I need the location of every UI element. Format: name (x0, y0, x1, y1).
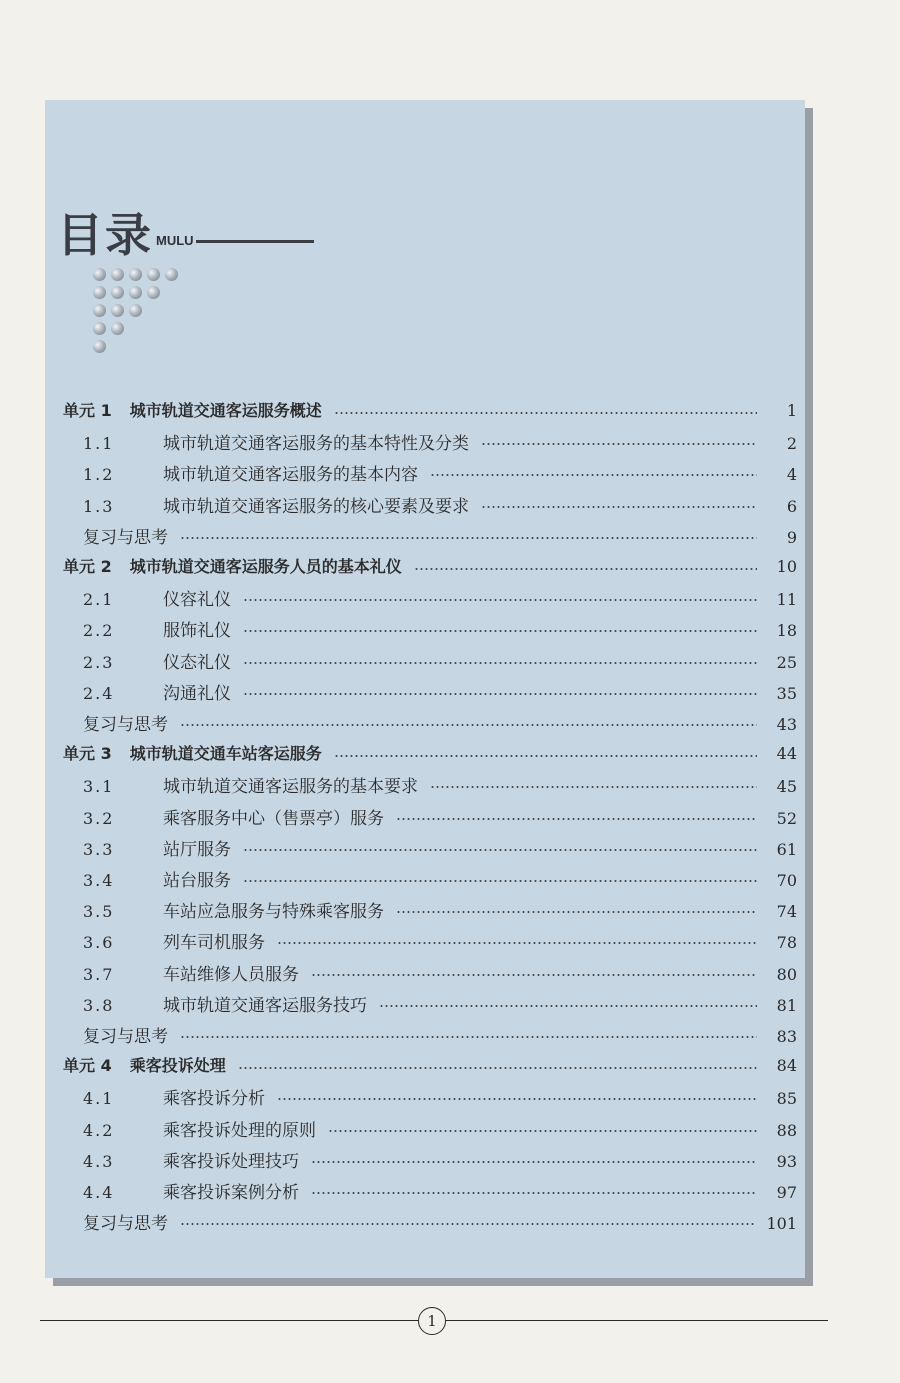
toc-page-number: 93 (776, 1151, 797, 1171)
toc-label: 乘客投诉处理的原则 (163, 1120, 316, 1141)
toc-number: 2.3 (83, 652, 115, 672)
toc-section-row[interactable] (83, 835, 797, 865)
dot-leader (180, 724, 757, 726)
toc-number: 单元 4 (63, 1056, 112, 1076)
toc-label: 列车司机服务 (163, 933, 265, 954)
toc-unit-row[interactable] (63, 741, 797, 771)
footer-rule-right (446, 1320, 828, 1321)
decorative-dot (111, 286, 124, 299)
toc-section-row[interactable] (83, 1084, 797, 1114)
dot-leader (414, 568, 757, 570)
toc-number: 2.1 (83, 590, 115, 610)
toc-number: 3.5 (83, 902, 115, 922)
toc-unit-row[interactable] (63, 398, 797, 428)
toc-page-number: 97 (776, 1183, 797, 1202)
decorative-dot (147, 268, 160, 281)
toc-number: 单元 3 (63, 744, 112, 764)
toc-number: 4.3 (83, 1151, 115, 1171)
toc-review-row[interactable] (83, 710, 797, 740)
toc-label: 乘客投诉案例分析 (163, 1183, 299, 1203)
toc-number: 单元 1 (63, 401, 112, 420)
toc-label: 城市轨道交通客运服务的基本内容 (163, 465, 418, 486)
toc-label: 城市轨道交通客运服务的基本特性及分类 (163, 434, 469, 455)
dot-leader (334, 412, 757, 414)
toc-label: 仪容礼仪 (163, 590, 231, 611)
toc-number: 4.2 (83, 1120, 115, 1140)
toc-label: 仪态礼仪 (163, 652, 231, 673)
toc-label: 复习与思考 (83, 1027, 168, 1047)
toc-unit-row[interactable] (63, 1053, 797, 1083)
toc-label: 城市轨道交通客运服务技巧 (163, 995, 367, 1016)
decorative-dot (129, 268, 142, 281)
toc-page-number: 1 (786, 401, 797, 420)
toc-panel (45, 100, 805, 1278)
toc-page-number: 88 (776, 1120, 797, 1140)
toc-page-number: 85 (776, 1089, 797, 1109)
toc-number: 3.7 (83, 964, 115, 984)
toc-section-row[interactable] (83, 960, 797, 990)
toc-page-number: 6 (786, 496, 797, 516)
toc-section-row[interactable] (83, 429, 797, 459)
toc-page-number: 10 (776, 557, 797, 576)
toc-label: 乘客投诉处理技巧 (163, 1151, 299, 1172)
toc-section-row[interactable] (83, 679, 797, 709)
toc-section-row[interactable] (83, 585, 797, 615)
toc-page-number: 45 (776, 777, 797, 797)
dot-leader (243, 693, 757, 695)
toc-unit-row[interactable] (63, 554, 797, 584)
dot-leader (243, 662, 757, 664)
toc-label: 城市轨道交通客运服务的核心要素及要求 (163, 496, 469, 517)
toc-label: 站厅服务 (163, 839, 231, 860)
toc-page-number: 52 (776, 808, 797, 828)
toc-label: 复习与思考 (83, 1214, 168, 1235)
toc-number: 3.4 (83, 871, 115, 890)
toc-label: 车站维修人员服务 (163, 964, 299, 985)
toc-page-number: 43 (776, 715, 797, 734)
toc-label: 服饰礼仪 (163, 621, 231, 642)
footer-rule-left (40, 1320, 418, 1321)
toc-page-number: 18 (776, 621, 797, 641)
decorative-dot (111, 322, 124, 335)
toc-number: 3.1 (83, 777, 115, 797)
toc-number: 1.2 (83, 465, 115, 485)
title-rule (196, 240, 314, 243)
page-subtitle: MULU (156, 233, 194, 248)
toc-section-row[interactable] (83, 460, 797, 490)
toc-section-row[interactable] (83, 648, 797, 678)
dot-leader (180, 1036, 757, 1038)
dot-leader (481, 506, 757, 508)
toc-page-number: 35 (776, 683, 797, 703)
toc-section-row[interactable] (83, 1178, 797, 1208)
dot-leader (243, 880, 757, 882)
toc-number: 3.8 (83, 995, 115, 1015)
toc-page-number: 44 (776, 744, 797, 764)
toc-page-number: 74 (776, 902, 797, 922)
dot-leader (430, 474, 757, 476)
decorative-dot-grid (93, 268, 193, 358)
dot-leader (277, 1098, 757, 1100)
toc-page-number: 81 (776, 995, 797, 1015)
decorative-dot (93, 268, 106, 281)
toc-page-number: 11 (776, 590, 797, 610)
toc-label: 沟通礼仪 (163, 683, 231, 704)
toc-page-number: 2 (786, 434, 797, 454)
toc-section-row[interactable] (83, 804, 797, 834)
toc-label: 复习与思考 (83, 527, 168, 548)
dot-leader (430, 786, 757, 788)
dot-leader (481, 443, 757, 445)
toc-page-number: 70 (776, 871, 797, 890)
toc-number: 3.2 (83, 808, 115, 828)
toc-section-row[interactable] (83, 1147, 797, 1177)
toc-section-row[interactable] (83, 492, 797, 522)
toc-number: 4.4 (83, 1183, 115, 1202)
decorative-dot (111, 268, 124, 281)
toc-section-row[interactable] (83, 616, 797, 646)
dot-leader (379, 1005, 757, 1007)
toc-section-row[interactable] (83, 772, 797, 802)
toc-page-number: 83 (776, 1027, 797, 1046)
dot-leader (243, 599, 757, 601)
toc-page-number: 4 (786, 465, 797, 485)
decorative-dot (93, 322, 106, 335)
toc-section-row[interactable] (83, 928, 797, 958)
dot-leader (396, 911, 757, 913)
dot-leader (243, 849, 757, 851)
toc-page-number: 101 (766, 1214, 797, 1234)
dot-leader (396, 818, 757, 820)
page-title: 目录 (57, 208, 153, 262)
toc-label: 城市轨道交通客运服务人员的基本礼仪 (129, 557, 402, 576)
decorative-dot (93, 286, 106, 299)
dot-leader (311, 1192, 757, 1194)
decorative-dot (147, 286, 160, 299)
dot-leader (311, 1161, 757, 1163)
toc-section-row[interactable] (83, 1116, 797, 1146)
toc-section-row[interactable] (83, 897, 797, 927)
toc-label: 城市轨道交通车站客运服务 (129, 744, 322, 764)
toc-label: 城市轨道交通客运服务的基本要求 (163, 777, 418, 798)
dot-leader (238, 1067, 757, 1069)
toc-label: 乘客服务中心（售票亭）服务 (163, 808, 384, 829)
dot-leader (243, 630, 757, 632)
decorative-dot (129, 286, 142, 299)
toc-page-number: 25 (776, 652, 797, 672)
toc-review-row[interactable] (83, 1209, 797, 1239)
decorative-dot (93, 304, 106, 317)
toc-number: 3.6 (83, 933, 115, 953)
toc-number: 单元 2 (63, 557, 112, 576)
page-number (418, 1307, 446, 1335)
decorative-dot (93, 340, 106, 353)
toc-page-number: 9 (786, 527, 797, 547)
dot-leader (334, 755, 757, 757)
decorative-dot (165, 268, 178, 281)
dot-leader (180, 1223, 756, 1225)
toc-label: 乘客投诉分析 (163, 1089, 265, 1110)
toc-page-number: 80 (776, 964, 797, 984)
dot-leader (311, 974, 757, 976)
toc-review-row[interactable] (83, 1022, 797, 1052)
toc-number: 1.3 (83, 496, 115, 516)
toc-header (57, 208, 314, 262)
toc-number: 3.3 (83, 839, 115, 859)
toc-label: 车站应急服务与特殊乘客服务 (163, 902, 384, 923)
toc-section-row[interactable] (83, 991, 797, 1021)
dot-leader (277, 942, 757, 944)
dot-leader (328, 1130, 757, 1132)
decorative-dot (111, 304, 124, 317)
toc-label: 站台服务 (163, 871, 231, 891)
toc-number: 2.2 (83, 621, 115, 641)
toc-page-number: 84 (776, 1056, 797, 1076)
dot-leader (180, 537, 757, 539)
toc-page-number: 78 (776, 933, 797, 953)
toc-section-row[interactable] (83, 866, 797, 896)
toc-label: 城市轨道交通客运服务概述 (129, 401, 322, 420)
page-number-text: 1 (427, 1312, 437, 1330)
toc-number: 1.1 (83, 434, 115, 454)
toc-review-row[interactable] (83, 523, 797, 553)
toc-number: 2.4 (83, 683, 115, 703)
toc-page-number: 61 (776, 839, 797, 859)
toc-label: 复习与思考 (83, 715, 168, 735)
decorative-dot (129, 304, 142, 317)
toc-label: 乘客投诉处理 (129, 1056, 226, 1076)
toc-number: 4.1 (83, 1089, 115, 1109)
